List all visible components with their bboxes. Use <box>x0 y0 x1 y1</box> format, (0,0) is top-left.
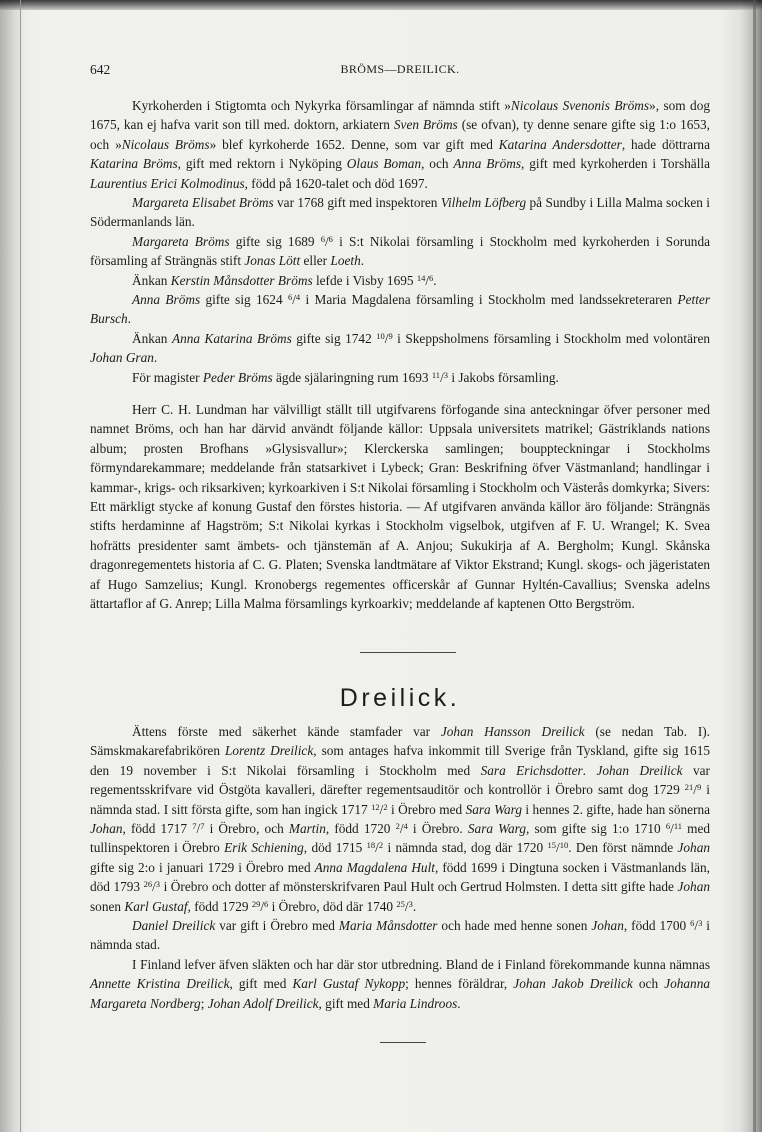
page-right-edge <box>740 0 762 1132</box>
broms-section <box>90 96 710 387</box>
dreilick-paragraph-2: Daniel Dreilick var gift i Örebro med Maria Månsdotter och hade med henne sonen Johan, född 1700 $^6$/$^3$ i nämnda stad. <box>90 918 710 953</box>
dreilick-paragraph-3: I Finland lefver äfven släkten och har där stor utbredning. Bland de i Finland förekommande kunna nämnas Annette Kristina Dreilick, gift med Karl Gustaf Nykopp; hennes föräldrar, Johan Jakob Dreilick och Johanna Margareta Nordberg; Johan Adolf Dreilick, gift med Maria Lindroos. <box>90 956 710 1011</box>
broms-paragraph-7: För magister Peder Bröms ägde själaringning rum 1693 $^{11}$/$^3$ i Jakobs församling. <box>132 369 559 385</box>
dreilick-paragraph-1: Ättens förste med säkerhet kände stamfader var Johan Hansson Dreilick (se nedan Tab. I). Sämskmakarefabrikören Lorentz Dreilick, som antages hafva inkommit till Sverige från Tyskland, gifte sig 1615 den 19 november i S:t Nikolai församling i Stockholm med Sara Erichsdotter. Johan Dreilick var regementsskrifvare vid Östgöta kavalleri, därefter regementsauditör och kontrollör i Örebro samt dog 1729 $^{21}$/$^9$ i nämnda stad. I sitt första gifte, som han ingick 1717 $^{12}$/$^2$ i Örebro med Sara Warg i hennes 2. gifte, hade han sönerna Johan, född 1717 $^7$/$^7$ i Örebro, och Martin, född 1720 $^2$/$^4$ i Örebro. Sara Warg, som gifte sig 1:o 1710 $^6$/$^{11}$ med tullinspektoren i Örebro Erik Schiening, död 1715 $^{18}$/$^2$ i nämnda stad, dog där 1720 $^{15}$/$^{10}$. Den först nämnde Johan gifte sig 2:o i januari 1729 i Örebro med Anna Magdalena Hult, född 1699 i Dingtuna socken i Västmanlands län, död 1793 $^{26}$/$^3$ i Örebro och dotter af mönsterskrifvaren Paul Hult och Gertrud Holmsten. I detta sitt gifte hade Johan sonen Karl Gustaf, född 1729 $^{29}$/$^6$ i Örebro, död där 1740 $^{25}$/$^3$. <box>90 724 711 914</box>
running-head: BRÖMS—DREILICK. <box>340 62 460 76</box>
broms-paragraph-2: Margareta Elisabet Bröms var 1768 gift med inspektoren Vilhelm Löfberg på Sundby i Lilla Malma socken i Södermanlands län. <box>90 195 710 230</box>
scan-top-edge <box>0 0 762 10</box>
page-header <box>90 62 710 80</box>
broms-paragraph-1: Kyrkoherden i Stigtomta och Nykyrka församlingar af nämnda stift »Nicolaus Svenonis Bröms», som dog 1675, kan ej hafva varit son till med. doktorn, arkiatern Sven Bröms (se ofvan), ty denne senare gifte sig 1:o 1653, och »Nicolaus Bröms» blef kyrkoherde 1652. Denne, som var gift med Katarina Andersdotter, hade döttrarna Katarina Bröms, gift med rektorn i Nyköping Olaus Boman, och Anna Bröms, gift med kyrkoherden i Torshälla Laurentius Erici Kolmodinus, född på 1620-talet och död 1697. <box>90 98 711 191</box>
sources-section <box>90 400 710 613</box>
gutter-line <box>20 0 21 1132</box>
broms-paragraph-6: Änkan Anna Katarina Bröms gifte sig 1742 $^{10}$/$^9$ i Skeppsholmens församling i Stockholm med volontären Johan Gran. <box>90 330 711 366</box>
section-divider <box>360 652 456 653</box>
sources-paragraph: Herr C. H. Lundman har välvilligt ställt till utgifvarens förfogande sina anteckningar öfver personer med namnet Bröms, och han har därvid användt följande källor: Uppsala universitets matrikel; Gästriklands nations album; prosten Brofhans »Glysisvallur»; Klerckerska samlingen; bouppteckningar i Stockholms förmyndarekammare; meddelande från statsarkivet i Lybeck; Gran: Beskrifning öfver Västmanland; handlingar i kammar-, krigs- och riksarkiven; kyrkoarkiven i S:t Nikolai församling i Stockholm och Västerås domkyrka; Sivers: Ett märkligt stycke af konung Gustaf den förstes historia. — Af utgifvaren använda källor äro följande: Strängnäs stifts herdaminne af Hagström; S:t Nikolai kyrkas i Stockholm vigselbok, utgifven af F. U. Wrangel; K. Svea hofrätts presidenter samt ämbets- och tjänstemän af A. Anjou; Sukukirja af A. Bergholm; Kungl. Skånska dragonregementets historia af C. G. Platen; Svenska landtmätare af Viktor Ekstrand; Kungl. skogs- och jägeristaten af Hugo Samzelius; Kungl. Kronobergs regementes officerskår af Gunnar Hyltén-Cavallius; Svenska adelns ättartaflor af G. Anrep; Lilla Malma församlings kyrkoarkiv; meddelande af kaptenen Otto Bergström. <box>90 402 710 612</box>
page-number: 642 <box>90 62 111 77</box>
end-rule <box>380 1042 426 1043</box>
dreilick-section <box>90 722 710 1013</box>
broms-paragraph-3: Margareta Bröms gifte sig 1689 $^6$/$^6$ i S:t Nikolai församling i Stockholm med kyrkoherden i Sorunda församling af Strängnäs stift Jonas Lött eller Loeth. <box>90 233 710 269</box>
section-title: Dreilick. <box>339 684 461 712</box>
page-left-gutter <box>0 0 26 1132</box>
broms-paragraph-5: Anna Bröms gifte sig 1624 $^6$/$^4$ i Maria Magdalena församling i Stockholm med landssekreteraren Petter Bursch. <box>90 292 710 327</box>
broms-paragraph-4: Änkan Kerstin Månsdotter Bröms lefde i Visby 1695 $^{14}$/$^6$. <box>132 272 437 288</box>
scan-right-bar <box>753 0 756 1132</box>
